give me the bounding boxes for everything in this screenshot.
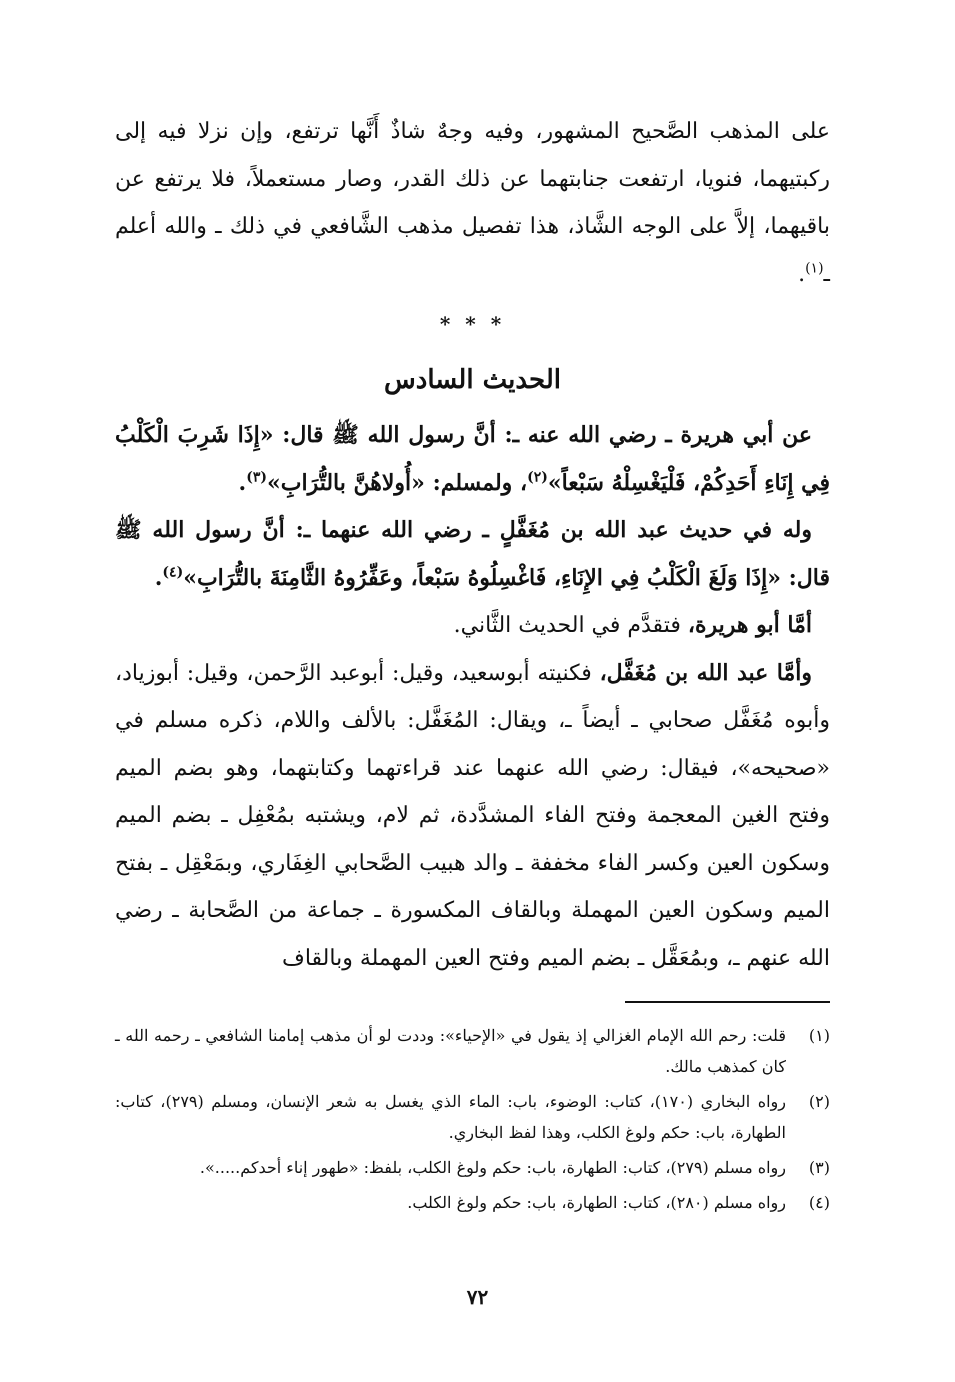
body-text (115, 108, 830, 298)
footnote-ref-2[interactable]: (٢) (527, 469, 548, 486)
footnote-ref-1[interactable]: (١) (805, 260, 824, 277)
hadith-1-end: . (238, 469, 247, 496)
footnote-text: رواه البخاري (١٧٠)، كتاب: الوضوء، باب: الماء الذي يغسل به شعر الإنسان، ومسلم (٢٧٩)، كتاب: الطهارة، باب: حكم ولوغ الكلب، وهذا لفظ البخاري. (115, 1092, 786, 1142)
footnote-item (115, 1187, 830, 1218)
abdullah-text: فكنيته أبوسعيد، وقيل: أبوعبد الرَّحمن، وقيل: أبوزياد، وأبوه مُغَفَّل صحابي ـ أيضاً ـ، ويقال: المُغَفَّل: بالألف واللام، ذكره مسلم في «صحيحه»، فيقال: رضي الله عنهما عند قراءتهما وكتابتهما، وهو بضم الميم وفتح الغين المعجمة وفتح الفاء المشدَّدة، ثم لام، ويشتبه بمُعْفِل ـ بضم الميم وسكون العين وكسر الفاء مخففة ـ والد هبيب الصَّحابي الغِفَاري، وبمَعْقِل ـ بفتح الميم وسكون العين المهملة وبالقاف المكسورة ـ جماعة من الصَّحابة ـ رضي الله عنهم ـ، وبمُعَقَّل ـ بضم الميم وفتح العين المهملة وبالقاف (115, 660, 830, 971)
abu-hurayra-text: فتقدَّم في الحديث الثَّاني. (453, 613, 688, 638)
section-title: الحديث السادس (384, 365, 561, 395)
hadith-body (115, 412, 830, 982)
section-separator: * * * (439, 312, 506, 336)
main-text-area (115, 108, 830, 982)
footnote-item (115, 1020, 830, 1082)
hadith-1-paragraph (115, 412, 830, 507)
intro-end: . (798, 261, 806, 287)
footnote-number: (٤) (808, 1193, 830, 1212)
intro-text: على المذهب الصَّحيح المشهور، وفيه وجهٌ شاذٌ أَنَّها ترتفع، وإن نزلا فيه إلى ركبتيهما، فنويا، ارتفعت جنابتهما عن ذلك القدر، وصار مستعملاً، فلا يرتفع عن باقيهما، إلاَّ على الوجه الشَّاذ، هذا تفصيل مذهب الشَّافعي في ذلك ـ والله أعلم ـ (115, 119, 830, 287)
abdullah-heading: وأمَّا عبد الله بن مُغَفَّل، (599, 659, 812, 686)
hadith-2-paragraph (115, 507, 830, 602)
footnote-text: رواه مسلم (٢٨٠)، كتاب: الطهارة، باب: حكم ولوغ الكلب. (407, 1193, 786, 1212)
footnote-divider (625, 1001, 830, 1003)
abu-hurayra-heading: أمَّا أبو هريرة، (687, 612, 812, 638)
footnote-ref-3[interactable]: (٣) (246, 469, 267, 486)
footnote-ref-4[interactable]: (٤) (162, 564, 184, 581)
footnote-number: (٣) (808, 1158, 830, 1177)
abdullah-paragraph (115, 650, 830, 983)
footnote-text: رواه مسلم (٢٧٩)، كتاب: الطهارة، باب: حكم ولوغ الكلب، بلفظ: «طهور إناء أحدكم.....». (199, 1158, 786, 1177)
abu-hurayra-paragraph (115, 602, 830, 650)
footnotes (115, 1020, 830, 1222)
hadith-1-muslim: ، ولمسلم: «أُولاهُنَّ بالتُّرَابِ» (267, 469, 528, 496)
hadith-2-end: . (154, 564, 163, 591)
footnote-text: قلت: رحم الله الإمام الغزالي إذ يقول في «الإحياء»: وددت لو أن مذهب إمامنا الشافعي ـ رحمه الله ـ كان كمذهب مالك. (115, 1026, 786, 1076)
footnote-number: (١) (808, 1026, 830, 1045)
hadith-1-text: عن أبي هريرة ـ رضي الله عنه ـ: أنَّ رسول الله ﷺ قال: «إِذَا شَرِبَ الْكَلْبُ فِي إِنَاءِ أَحَدِكُمْ، فَلْيَغْسِلْهُ سَبْعاً» (115, 422, 830, 496)
intro-paragraph (115, 108, 830, 298)
footnote-number: (٢) (808, 1092, 830, 1111)
footnote-item (115, 1152, 830, 1183)
footnote-item (115, 1086, 830, 1148)
page-number: ٧٢ (466, 1285, 489, 1309)
hadith-2-text: وله في حديث عبد الله بن مُغَفَّلٍ ـ رضي الله عنهما ـ: أنَّ رسول الله ﷺ قال: «إِذَا وَلَغَ الْكَلْبُ فِي الإِنَاءِ، فَاغْسِلُوهُ سَبْعاً، وعَفِّرُوهُ الثَّامِنَةَ بالتُّرَابِ» (115, 517, 830, 591)
